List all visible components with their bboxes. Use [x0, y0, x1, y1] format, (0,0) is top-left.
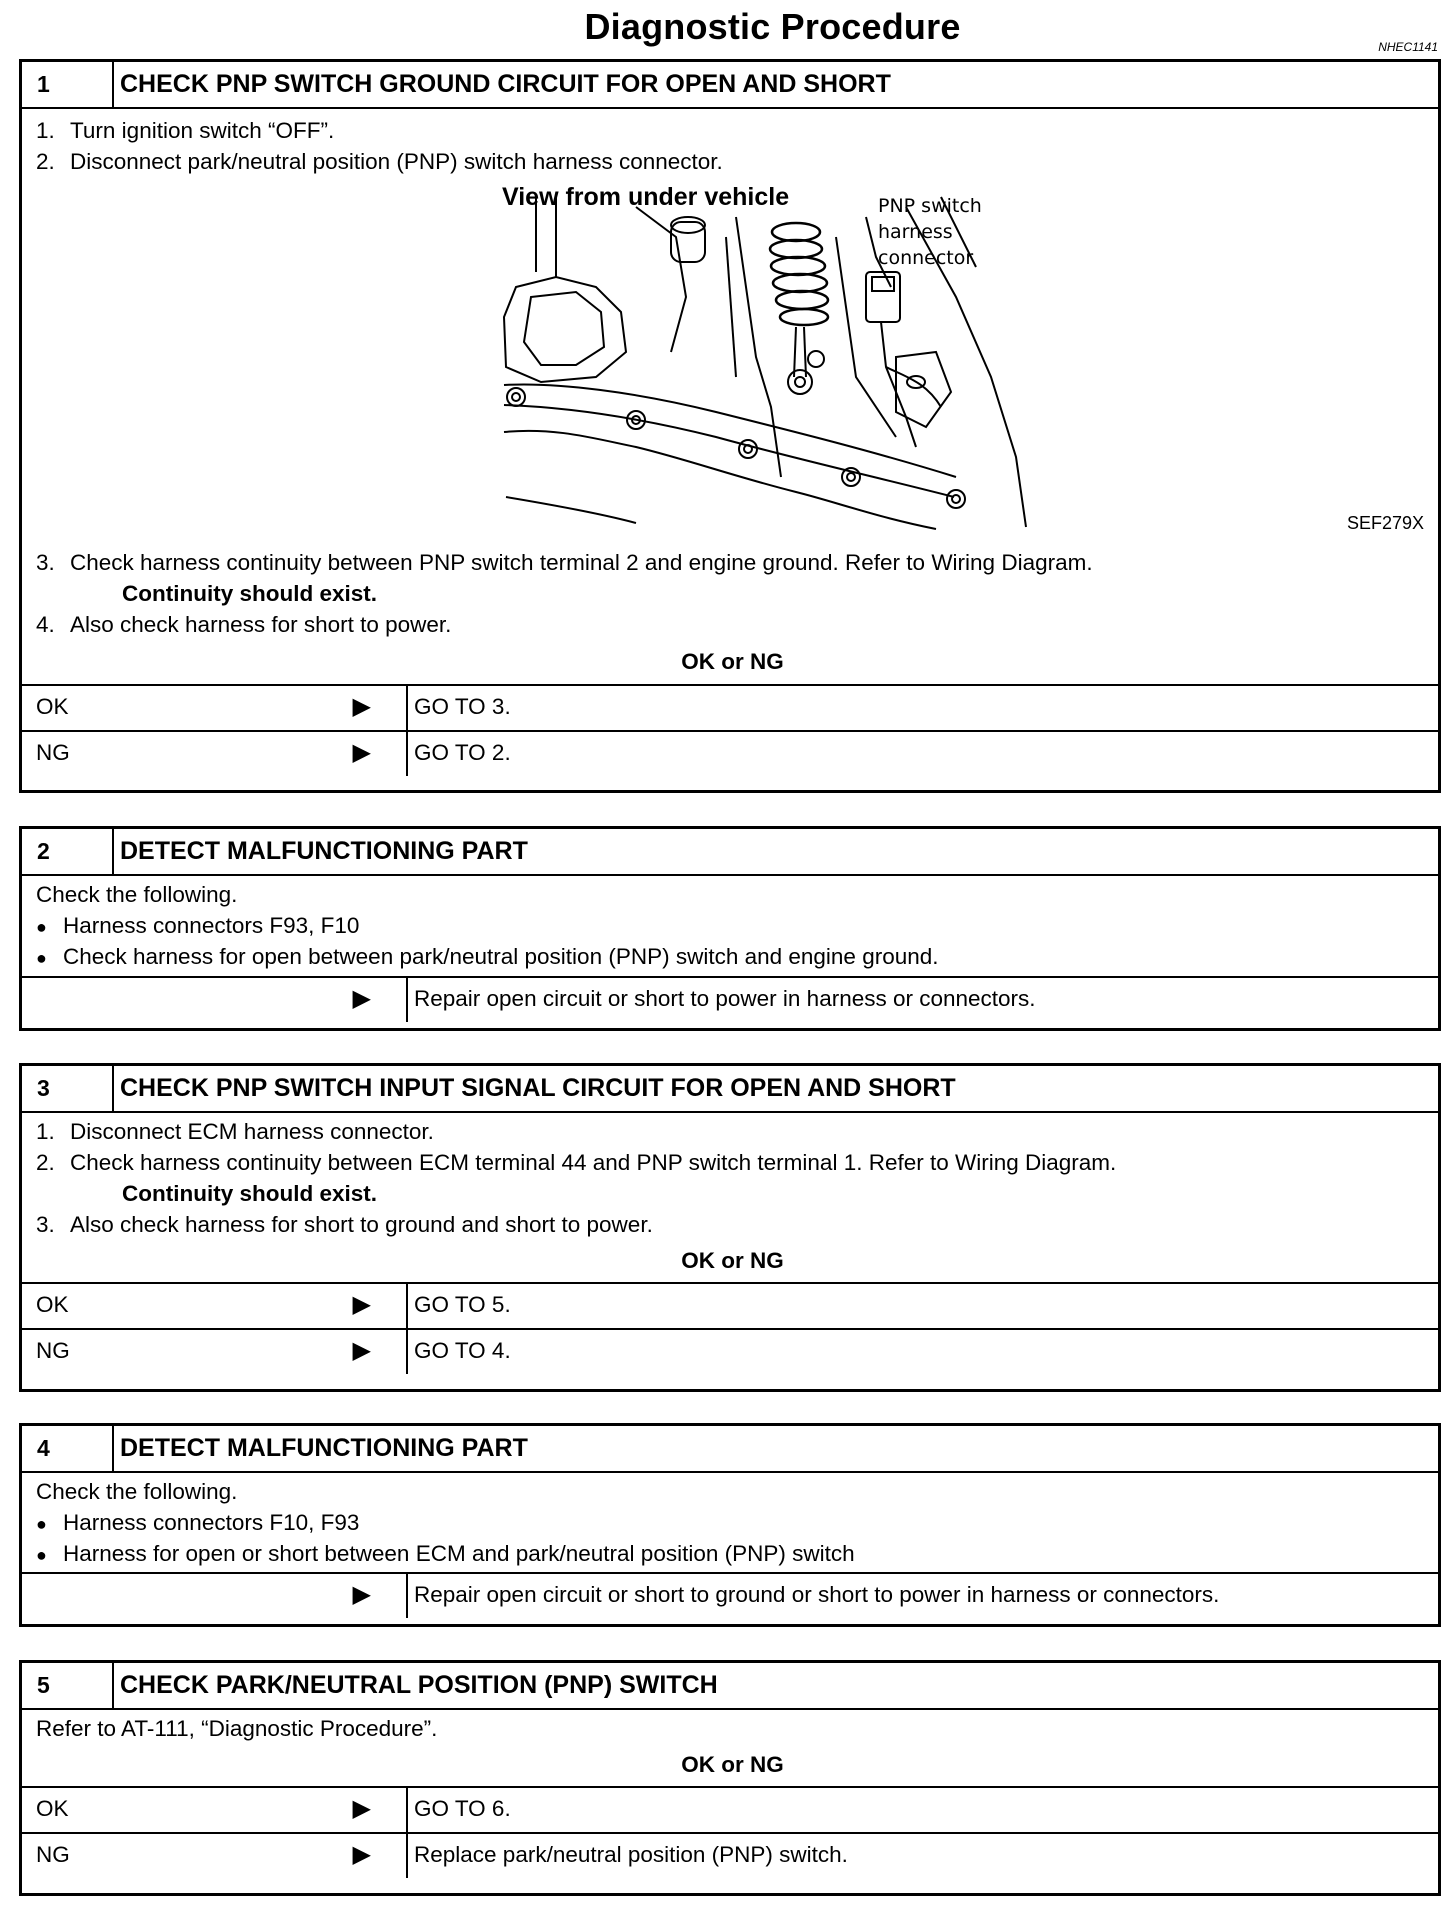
result-action: GO TO 4.: [414, 1338, 511, 1363]
result-row-ng: [22, 1328, 1438, 1374]
step-number: 5: [22, 1663, 114, 1708]
callout-label: harness: [878, 221, 953, 243]
figure-heading: View from under vehicle: [502, 183, 790, 211]
step-body: [22, 109, 1438, 640]
result-label: OK: [36, 1796, 69, 1821]
bullet-item: ● Harness connectors F10, F93: [36, 1510, 360, 1535]
result-action: Repair open circuit or short to ground or short to power in harness or connectors.: [414, 1582, 1220, 1607]
result-label: OK: [36, 1292, 69, 1317]
result-action: GO TO 3.: [414, 694, 511, 719]
step-number: 1: [22, 62, 114, 107]
result-action: Repair open circuit or short to power in harness or connectors.: [414, 986, 1036, 1011]
step-header: [22, 829, 1438, 876]
instruction-item: 2. Disconnect park/neutral position (PNP) switch harness connector.: [36, 149, 723, 174]
step-number: 2: [22, 829, 114, 874]
instruction-item: 1. Turn ignition switch “OFF”.: [36, 118, 335, 143]
instruction-item: 2. Check harness continuity between ECM terminal 44 and PNP switch terminal 1. Refer to Wiring Diagram.: [36, 1150, 1117, 1175]
instruction-item: 3. Also check harness for short to ground and short to power.: [36, 1212, 653, 1237]
arrow-icon: ▶: [352, 739, 371, 766]
instruction-item: 1. Disconnect ECM harness connector.: [36, 1119, 434, 1144]
result-row: [22, 1572, 1438, 1618]
result-row-ng: [22, 1832, 1438, 1878]
step-2-box: [19, 826, 1441, 1031]
step-title: DETECT MALFUNCTIONING PART: [120, 837, 528, 865]
bullet-item: ● Harness connectors F93, F10: [36, 913, 360, 938]
document-code: NHEC1141: [1378, 40, 1438, 54]
step-title: CHECK PNP SWITCH INPUT SIGNAL CIRCUIT FOR OPEN AND SHORT: [120, 1074, 956, 1102]
arrow-icon: ▶: [352, 693, 371, 720]
step-number: 4: [22, 1426, 114, 1471]
result-row-ok: [22, 1786, 1438, 1832]
bullet-item: ● Check harness for open between park/neutral position (PNP) switch and engine ground.: [36, 944, 939, 969]
step-3-box: [19, 1063, 1441, 1392]
arrow-icon: ▶: [352, 1581, 371, 1608]
step-header: [22, 1066, 1438, 1113]
arrow-icon: ▶: [352, 1795, 371, 1822]
result-row-ng: [22, 730, 1438, 776]
step-title: DETECT MALFUNCTIONING PART: [120, 1434, 528, 1462]
result-action: GO TO 2.: [414, 740, 511, 765]
result-row-ok: [22, 1282, 1438, 1328]
result-row-ok: [22, 684, 1438, 730]
step-5-box: [19, 1660, 1441, 1896]
continuity-note: Continuity should exist.: [122, 581, 378, 606]
arrow-icon: ▶: [352, 1337, 371, 1364]
step-4-box: [19, 1423, 1441, 1627]
intro-text: Check the following.: [36, 882, 238, 907]
instruction-item: 4. Also check harness for short to power.: [36, 612, 452, 637]
result-label: NG: [36, 740, 70, 765]
result-label: NG: [36, 1842, 70, 1867]
result-row: [22, 976, 1438, 1022]
ok-or-ng-heading: OK or NG: [681, 1752, 784, 1777]
transmission-illustration: [36, 177, 1430, 547]
result-label: NG: [36, 1338, 70, 1363]
intro-text: Check the following.: [36, 1479, 238, 1504]
arrow-icon: ▶: [352, 1841, 371, 1868]
instruction-item: 3. Check harness continuity between PNP switch terminal 2 and engine ground. Refer to Wiring Diagram.: [36, 550, 1093, 575]
arrow-icon: ▶: [352, 985, 371, 1012]
step-1-box: [19, 59, 1441, 793]
figure-code: SEF279X: [1346, 513, 1424, 533]
bullet-item: ● Harness for open or short between ECM and park/neutral position (PNP) switch: [36, 1541, 855, 1566]
step-body: [22, 876, 1438, 976]
continuity-note: Continuity should exist.: [122, 1181, 378, 1206]
ok-or-ng-heading: OK or NG: [681, 1248, 784, 1273]
reference-text: Refer to AT-111, “Diagnostic Procedure”.: [36, 1716, 438, 1741]
callout-label: PNP switch: [878, 195, 982, 217]
result-action: GO TO 6.: [414, 1796, 511, 1821]
result-action: Replace park/neutral position (PNP) switch.: [414, 1842, 848, 1867]
callout-label: connector: [878, 247, 974, 269]
step-title: CHECK PARK/NEUTRAL POSITION (PNP) SWITCH: [120, 1671, 718, 1699]
step-body: [22, 1473, 1438, 1572]
ok-or-ng-heading: OK or NG: [681, 649, 784, 674]
page-title: Diagnostic Procedure: [584, 6, 961, 47]
result-label: OK: [36, 694, 69, 719]
step-body: [22, 1710, 1438, 1744]
step-body: [22, 1113, 1438, 1240]
step-number: 3: [22, 1066, 114, 1111]
step-header: [22, 62, 1438, 109]
step-header: [22, 1426, 1438, 1473]
step-header: [22, 1663, 1438, 1710]
step-title: CHECK PNP SWITCH GROUND CIRCUIT FOR OPEN AND SHORT: [120, 70, 891, 98]
result-action: GO TO 5.: [414, 1292, 511, 1317]
pnp-switch-figure: [36, 177, 1424, 547]
arrow-icon: ▶: [352, 1291, 371, 1318]
